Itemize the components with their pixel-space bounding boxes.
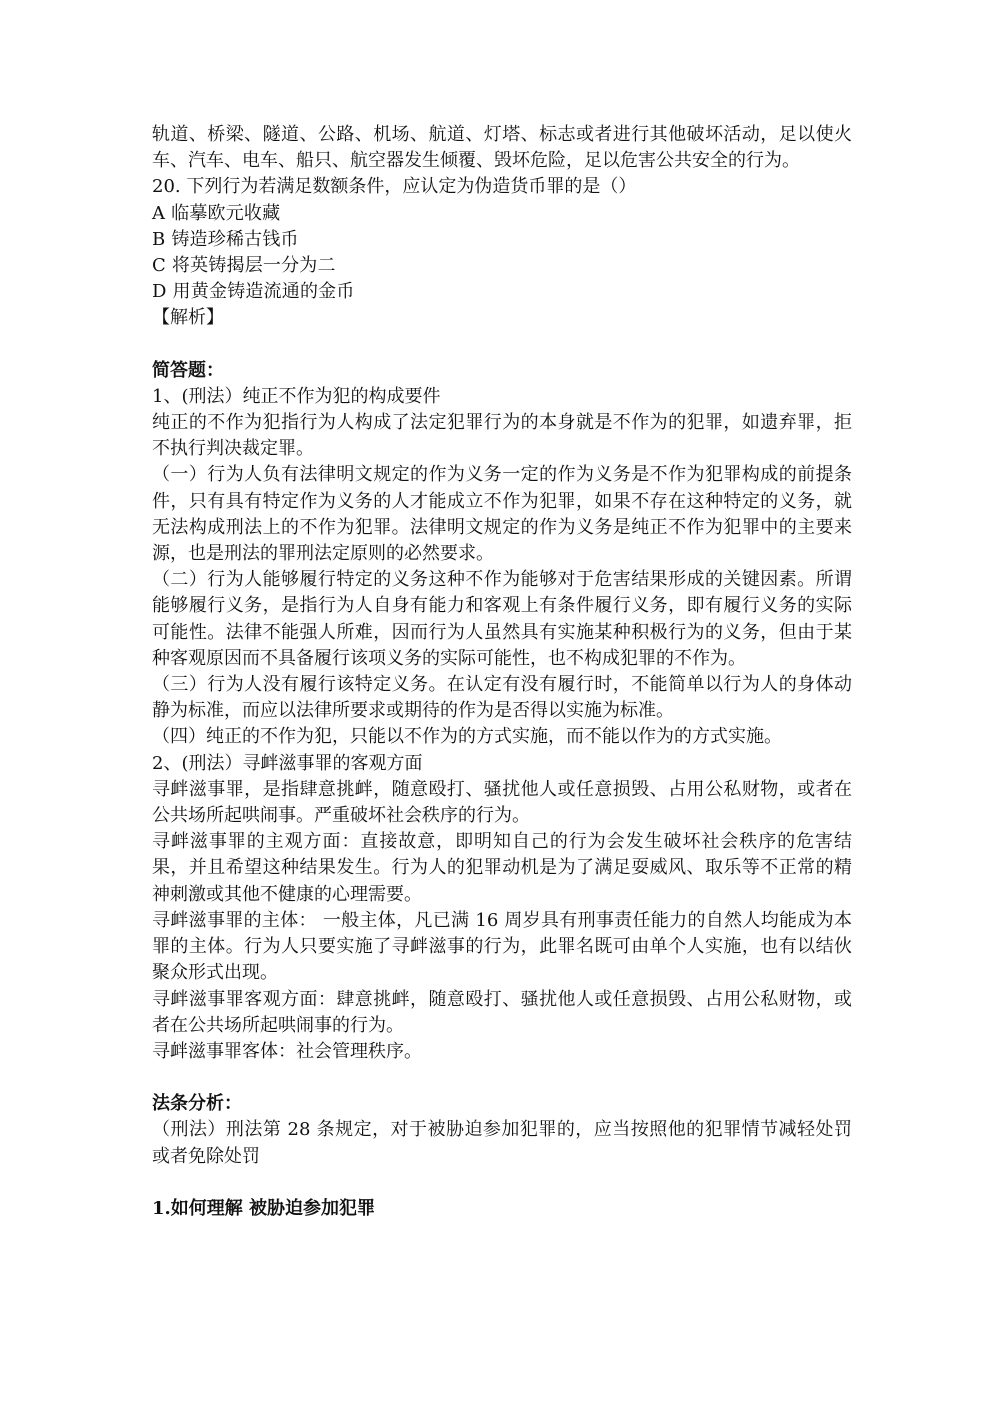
section-spacer <box>152 1170 852 1196</box>
short-answer-q1-point-4: （四）纯正的不作为犯，只能以不作为的方式实施，而不能以作为的方式实施。 <box>152 726 782 748</box>
short-answer-q2-title: 2、(刑法）寻衅滋事罪的客观方面 <box>152 752 423 774</box>
question-20-analysis-label: 【解析】 <box>152 307 224 329</box>
short-answer-q1-title: 1、(刑法）纯正不作为犯的构成要件 <box>152 385 441 407</box>
short-answer-q1-point-2: （二）行为人能够履行特定的义务这种不作为能够对于危害结果形成的关键因素。所谓能够履行义务，是指行为人自身有能力和客观上有条件履行义务，即有履行义务的实际可能性。法律不能强人所难，因而行为人虽然具有实施某种积极行为的义务，但由于某种客观原因而不具备履行该项义务的实际可能性，也不构成犯罪的不作为。 <box>152 569 852 669</box>
question-20-option-b: B 铸造珍稀古钱币 <box>152 228 299 250</box>
question-20-option-a: A 临摹欧元收藏 <box>152 202 281 224</box>
short-answer-heading: 简答题： <box>152 359 224 381</box>
section-spacer <box>152 332 852 358</box>
document-body <box>152 122 852 1222</box>
short-answer-q1-intro: 纯正的不作为犯指行为人构成了法定犯罪行为的本身就是不作为的犯罪，如遗弃罪，拒不执行判决裁定罪。 <box>152 412 852 460</box>
short-answer-q2-paragraph-2: 寻衅滋事罪的主观方面：直接故意，即明知自己的行为会发生破坏社会秩序的危害结果，并且希望这种结果发生。行为人的犯罪动机是为了满足耍威风、取乐等不正常的精神刺激或其他不健康的心理需要。 <box>152 831 852 905</box>
question-20-option-d: D 用黄金铸造流通的金币 <box>152 281 355 303</box>
law-analysis-text: （刑法）刑法第 28 条规定，对于被胁迫参加犯罪的，应当按照他的犯罪情节减轻处罚或者免除处罚 <box>152 1119 852 1167</box>
continuation-paragraph: 轨道、桥梁、隧道、公路、机场、航道、灯塔、标志或者进行其他破坏活动，足以使火车、汽车、电车、船只、航空器发生倾覆、毁坏危险，足以危害公共安全的行为。 <box>152 124 852 172</box>
short-answer-q2-paragraph-3: 寻衅滋事罪的主体： 一般主体，凡已满 16 周岁具有刑事责任能力的自然人均能成为本罪的主体。行为人只要实施了寻衅滋事的行为，此罪名既可由单个人实施，也有以结伙聚众形式出现。 <box>152 909 852 984</box>
short-answer-q2-paragraph-5: 寻衅滋事罪客体：社会管理秩序。 <box>152 1040 422 1062</box>
question-20-option-c: C 将英铸揭层一分为二 <box>152 255 336 277</box>
law-analysis-subheading: 1.如何理解 被胁迫参加犯罪 <box>152 1197 376 1219</box>
law-analysis-heading: 法条分析： <box>152 1093 242 1115</box>
section-spacer <box>152 1065 852 1091</box>
short-answer-q1-point-3: （三）行为人没有履行该特定义务。在认定有没有履行时，不能简单以行为人的身体动静为标准，而应以法律所要求或期待的作为是否得以实施为标准。 <box>152 674 852 722</box>
short-answer-q2-paragraph-1: 寻衅滋事罪，是指肆意挑衅，随意殴打、骚扰他人或任意损毁、占用公私财物，或者在公共场所起哄闹事。严重破坏社会秩序的行为。 <box>152 778 852 827</box>
short-answer-q2-paragraph-4: 寻衅滋事罪客观方面：肆意挑衅，随意殴打、骚扰他人或任意损毁、占用公私财物，或者在公共场所起哄闹事的行为。 <box>152 988 852 1036</box>
question-20-stem: 20. 下列行为若满足数额条件，应认定为伪造货币罪的是（） <box>152 176 637 198</box>
short-answer-q1-point-1: （一）行为人负有法律明文规定的作为义务一定的作为义务是不作为犯罪构成的前提条件，只有具有特定作为义务的人才能成立不作为犯罪，如果不存在这种特定的义务，就无法构成刑法上的不作为犯罪。法律明文规定的作为义务是纯正不作为犯罪中的主要来源，也是刑法的罪刑法定原则的必然要求。 <box>152 464 852 565</box>
